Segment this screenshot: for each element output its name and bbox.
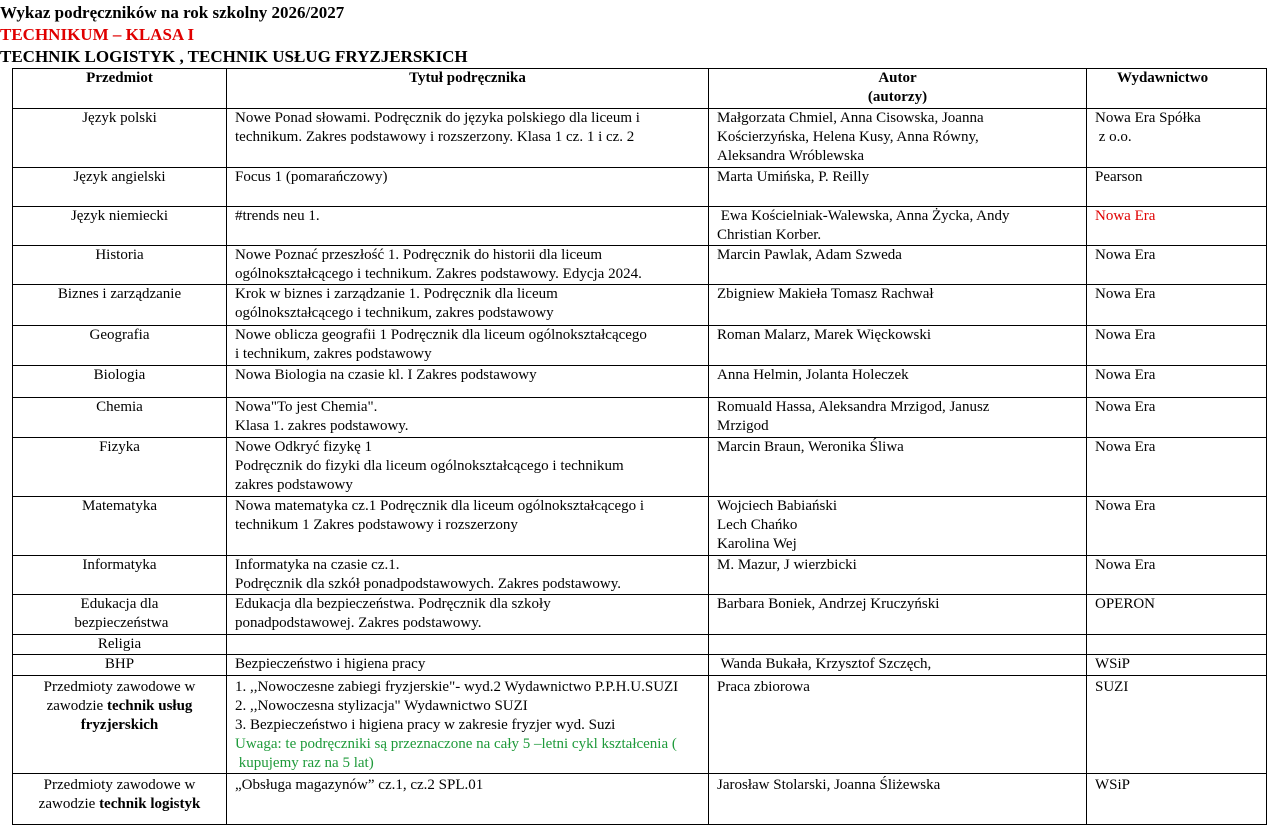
author-line: Karolina Wej xyxy=(717,536,797,552)
author-line: Marcin Pawlak, Adam Szweda xyxy=(717,247,902,263)
publisher-line: Nowa Era xyxy=(1095,557,1156,573)
title-line: Focus 1 (pomarańczowy) xyxy=(235,169,388,185)
document-title: Wykaz podręczników na rok szkolny 2026/2027 xyxy=(0,3,345,22)
subject-line: Edukacja dla xyxy=(80,596,159,612)
subject-line: Przedmioty zawodowe w xyxy=(43,777,196,793)
note-line: Uwaga: te podręczniki są przeznaczone na cały 5 –letni cykl kształcenia ( xyxy=(235,736,677,752)
row-author xyxy=(709,207,1087,246)
table-row xyxy=(13,595,1267,635)
subject-bold-text: technik logistyk xyxy=(99,796,201,812)
title-line: Edukacja dla bezpieczeństwa. Podręcznik dla szkoły xyxy=(235,596,551,612)
table-row xyxy=(13,655,1267,676)
header-author-line2: (autorzy) xyxy=(867,89,928,105)
row-title xyxy=(227,774,709,825)
row-subject: Fizyka xyxy=(13,438,227,497)
author-line: Anna Helmin, Jolanta Holeczek xyxy=(717,367,909,383)
publisher-line: z o.o. xyxy=(1095,129,1132,145)
title-line: Nowe oblicza geografii 1 Podręcznik dla liceum ogólnokształcącego xyxy=(235,327,647,343)
row-publisher xyxy=(1087,366,1267,398)
title-line: technikum. Zakres podstawowy i rozszerzony. Klasa 1 cz. 1 i cz. 2 xyxy=(235,129,635,145)
table-row-vocational-logistics xyxy=(13,774,1267,825)
publisher-line: Nowa Era xyxy=(1095,399,1156,415)
row-subject: Biznes i zarządzanie xyxy=(13,285,227,326)
row-subject: Religia xyxy=(13,635,227,655)
row-subject: Język angielski xyxy=(13,168,227,207)
row-subject xyxy=(13,774,227,825)
title-line: Podręcznik dla szkół ponadpodstawowych. Zakres podstawowy. xyxy=(235,576,622,592)
header-author xyxy=(709,69,1087,109)
row-title xyxy=(227,109,709,168)
row-title xyxy=(227,246,709,285)
row-publisher xyxy=(1087,109,1267,168)
author-line: Aleksandra Wróblewska xyxy=(717,148,864,164)
row-publisher xyxy=(1087,285,1267,326)
table-row xyxy=(13,366,1267,398)
row-title xyxy=(227,366,709,398)
row-publisher xyxy=(1087,676,1267,774)
row-publisher xyxy=(1087,207,1267,246)
publisher-line: Nowa Era xyxy=(1095,327,1156,343)
table-row xyxy=(13,207,1267,246)
row-subject: Język polski xyxy=(13,109,227,168)
title-line: ogólnokształcącego i technikum. Zakres podstawowy. Edycja 2024. xyxy=(235,266,642,282)
author-line: Marcin Braun, Weronika Śliwa xyxy=(717,439,904,455)
title-line: zakres podstawowy xyxy=(235,477,353,493)
row-publisher xyxy=(1087,246,1267,285)
row-publisher xyxy=(1087,326,1267,366)
publisher-line: WSiP xyxy=(1095,656,1131,672)
title-line: i technikum, zakres podstawowy xyxy=(235,346,432,362)
row-title xyxy=(227,655,709,676)
title-line: 1. ,,Nowoczesne zabiegi fryzjerskie"- wyd.2 Wydawnictwo P.P.H.U.SUZI xyxy=(235,679,679,695)
row-publisher xyxy=(1087,655,1267,676)
title-line: ogólnokształcącego i technikum, zakres podstawowy xyxy=(235,305,554,321)
author-line: Wanda Bukała, Krzysztof Szczęch, xyxy=(717,656,932,672)
author-line: Barbara Boniek, Andrzej Kruczyński xyxy=(717,596,940,612)
table-row xyxy=(13,635,1267,655)
row-title xyxy=(227,497,709,556)
author-line: Małgorzata Chmiel, Anna Cisowska, Joanna xyxy=(717,110,984,126)
row-publisher xyxy=(1087,774,1267,825)
author-line: Praca zbiorowa xyxy=(717,679,810,695)
row-title xyxy=(227,595,709,635)
title-line: Klasa 1. zakres podstawowy. xyxy=(235,418,409,434)
subject-line xyxy=(21,697,218,716)
row-author xyxy=(709,774,1087,825)
title-line: Podręcznik do fizyki dla liceum ogólnokształcącego i technikum xyxy=(235,458,624,474)
row-subject xyxy=(13,676,227,774)
row-subject: Historia xyxy=(13,246,227,285)
row-title xyxy=(227,398,709,438)
author-line: Roman Malarz, Marek Więckowski xyxy=(717,327,932,343)
title-line: #trends neu 1. xyxy=(235,208,320,224)
author-line: Jarosław Stolarski, Joanna Śliżewska xyxy=(717,777,941,793)
author-line: Zbigniew Makieła Tomasz Rachwał xyxy=(717,286,934,302)
publisher-line: Nowa Era xyxy=(1095,498,1156,514)
row-author xyxy=(709,635,1087,655)
publisher-line: SUZI xyxy=(1095,679,1129,695)
publisher-line: Nowa Era xyxy=(1095,208,1156,224)
subject-text: zawodzie xyxy=(38,796,100,812)
row-author xyxy=(709,497,1087,556)
title-line: Bezpieczeństwo i higiena pracy xyxy=(235,656,426,672)
subject-bold-line: fryzjerskich xyxy=(80,717,159,733)
subject-text: zawodzie xyxy=(46,698,107,714)
author-line: Kościerzyńska, Helena Kusy, Anna Równy, xyxy=(717,129,979,145)
table-row xyxy=(13,556,1267,595)
table-row xyxy=(13,168,1267,207)
row-author xyxy=(709,366,1087,398)
title-line: technikum 1 Zakres podstawowy i rozszerzony xyxy=(235,517,518,533)
author-line: Romuald Hassa, Aleksandra Mrzigod, Janusz xyxy=(717,399,990,415)
document-specialties: TECHNIK LOGISTYK , TECHNIK USŁUG FRYZJERSKICH xyxy=(0,47,468,66)
row-title xyxy=(227,635,709,655)
author-line: Lech Chańko xyxy=(717,517,798,533)
row-subject: Informatyka xyxy=(13,556,227,595)
table-row xyxy=(13,285,1267,326)
row-author xyxy=(709,168,1087,207)
row-title xyxy=(227,207,709,246)
table-row xyxy=(13,246,1267,285)
row-title xyxy=(227,676,709,774)
row-title xyxy=(227,285,709,326)
row-author xyxy=(709,676,1087,774)
row-author xyxy=(709,285,1087,326)
header-title: Tytuł podręcznika xyxy=(227,69,709,109)
author-line: Wojciech Babiański xyxy=(717,498,838,514)
publisher-line: Nowa Era xyxy=(1095,286,1156,302)
document-subtitle: TECHNIKUM – KLASA I xyxy=(0,25,195,44)
table-row-vocational-hairdresser xyxy=(13,676,1267,774)
row-publisher xyxy=(1087,635,1267,655)
author-line: Ewa Kościelniak-Walewska, Anna Życka, Andy xyxy=(717,208,1010,224)
row-title xyxy=(227,438,709,497)
row-author xyxy=(709,109,1087,168)
header-publisher: Wydawnictwo xyxy=(1087,69,1267,109)
publisher-line: Nowa Era Spółka xyxy=(1095,110,1201,126)
header-author-line1: Autor xyxy=(878,70,917,86)
publisher-line: OPERON xyxy=(1095,596,1156,612)
row-author xyxy=(709,556,1087,595)
title-line: Nowa"To jest Chemia". xyxy=(235,399,378,415)
author-line: Mrzigod xyxy=(717,418,769,434)
row-publisher xyxy=(1087,595,1267,635)
publisher-line: Pearson xyxy=(1095,169,1143,185)
publisher-line: Nowa Era xyxy=(1095,439,1156,455)
row-publisher xyxy=(1087,168,1267,207)
title-line: Nowe Odkryć fizykę 1 xyxy=(235,439,373,455)
row-author xyxy=(709,438,1087,497)
author-line: Christian Korber. xyxy=(717,227,822,243)
table-row xyxy=(13,109,1267,168)
textbook-table xyxy=(12,68,1267,825)
row-author xyxy=(709,326,1087,366)
title-line: ponadpodstawowej. Zakres podstawowy. xyxy=(235,615,482,631)
row-author xyxy=(709,655,1087,676)
title-line: Nowa Biologia na czasie kl. I Zakres podstawowy xyxy=(235,367,537,383)
title-line: Informatyka na czasie cz.1. xyxy=(235,557,400,573)
row-publisher xyxy=(1087,398,1267,438)
row-title xyxy=(227,168,709,207)
title-line: „Obsługa magazynów” cz.1, cz.2 SPL.01 xyxy=(235,777,484,793)
subject-bold-text: technik usług xyxy=(106,698,193,714)
table-row xyxy=(13,398,1267,438)
title-line: Nowe Ponad słowami. Podręcznik do języka polskiego dla liceum i xyxy=(235,110,640,126)
title-line: Krok w biznes i zarządzanie 1. Podręcznik dla liceum xyxy=(235,286,558,302)
row-author xyxy=(709,398,1087,438)
title-line: Nowa matematyka cz.1 Podręcznik dla liceum ogólnokształcącego i xyxy=(235,498,645,514)
title-line: Nowe Poznać przeszłość 1. Podręcznik do historii dla liceum xyxy=(235,247,602,263)
row-subject: Geografia xyxy=(13,326,227,366)
table-row xyxy=(13,326,1267,366)
subject-line xyxy=(21,795,218,814)
row-author xyxy=(709,246,1087,285)
subject-line: bezpieczeństwa xyxy=(70,615,169,631)
table-header-row xyxy=(13,69,1267,109)
publisher-line: Nowa Era xyxy=(1095,367,1156,383)
row-title xyxy=(227,326,709,366)
publisher-line: WSiP xyxy=(1095,777,1131,793)
row-subject xyxy=(13,595,227,635)
row-publisher xyxy=(1087,556,1267,595)
author-line: Marta Umińska, P. Reilly xyxy=(717,169,870,185)
row-subject: Język niemiecki xyxy=(13,207,227,246)
row-subject: Matematyka xyxy=(13,497,227,556)
subject-line: Przedmioty zawodowe w xyxy=(43,679,196,695)
row-subject: BHP xyxy=(13,655,227,676)
row-publisher xyxy=(1087,438,1267,497)
row-subject: Biologia xyxy=(13,366,227,398)
row-publisher xyxy=(1087,497,1267,556)
table-row xyxy=(13,497,1267,556)
author-line: M. Mazur, J wierzbicki xyxy=(717,557,857,573)
table-row xyxy=(13,438,1267,497)
title-line: 3. Bezpieczeństwo i higiena pracy w zakresie fryzjer wyd. Suzi xyxy=(235,717,616,733)
row-author xyxy=(709,595,1087,635)
title-line: 2. ,,Nowoczesna stylizacja" Wydawnictwo SUZI xyxy=(235,698,528,714)
row-title xyxy=(227,556,709,595)
note-line: kupujemy raz na 5 lat) xyxy=(235,755,374,771)
publisher-line: Nowa Era xyxy=(1095,247,1156,263)
row-subject: Chemia xyxy=(13,398,227,438)
header-subject: Przedmiot xyxy=(13,69,227,109)
